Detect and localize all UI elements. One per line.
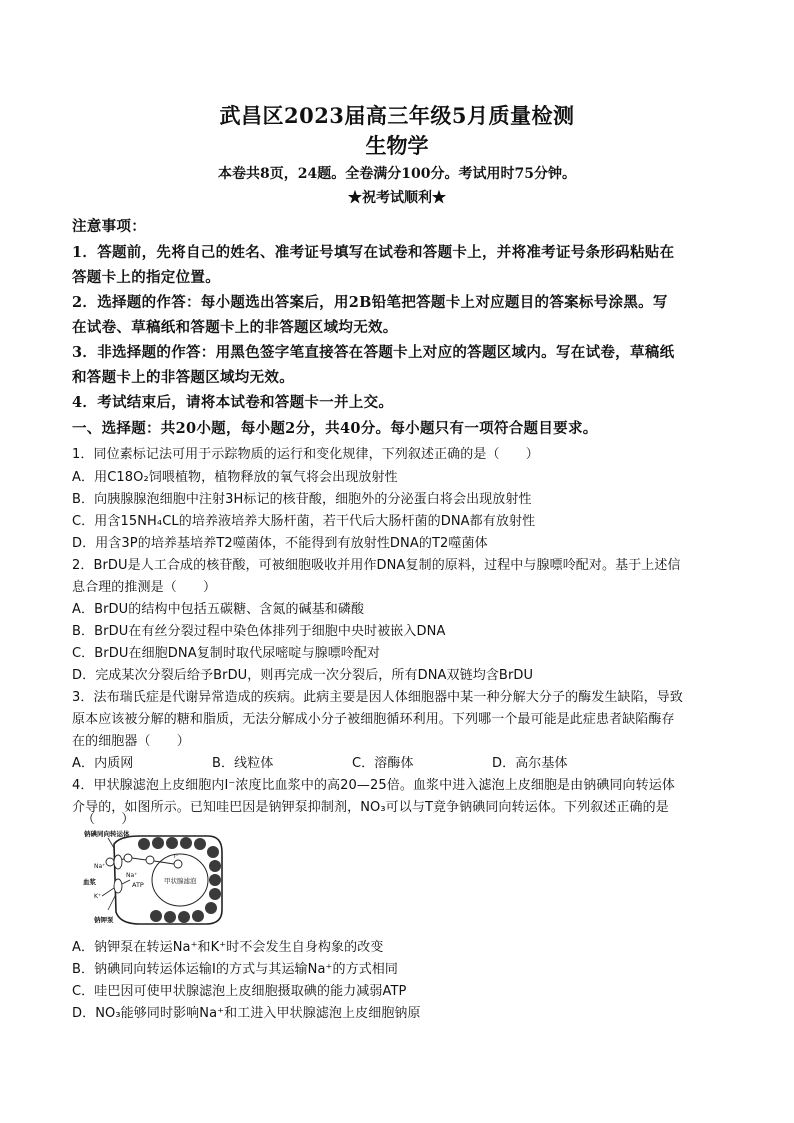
q4-option-d: D．NO₃能够同时影响Na⁺和工进入甲状腺滤泡上皮细胞钠原 [72,1006,421,1021]
exam-info: 本卷共8页，24题。全卷满分100分。考试用时75分钟。 [218,166,576,182]
q3-option-a: A．内质网 [72,756,134,771]
atp-label: ATP [132,881,144,889]
q1-option-c: C．用含15NH₄CL的培养液培养大肠杆菌，若干代后大肠杆菌的DNA都有放射性 [72,514,536,529]
q3-stem-cont: 在的细胞器（ ） [72,734,190,749]
section-heading: 一、选择题：共20小题，每小题2分，共40分。每小题只有一项符合题目要求。 [72,420,598,437]
k-label: K⁺ [94,893,102,900]
q4-stem: 4．甲状腺滤泡上皮细胞内I⁻浓度比血浆中的高20—25倍。血浆中进入滤泡上皮细胞是由钠碘同向转运体 [72,778,675,793]
exam-wish: ★祝考试顺利★ [348,190,446,206]
q3-options [72,752,732,771]
thyroid-cell-diagram [80,824,226,928]
symporter-shape [114,855,122,869]
thyroid-cell-svg [80,824,226,928]
q4-option-c: C．哇巴因可使甲状腺滤泡上皮细胞摄取碘的能力减弱ATP [72,984,407,999]
note-line: 2．选择题的作答：每小题选出答案后，用2B铅笔把答题卡上对应题目的答案标号涂黑。写 [72,294,668,311]
pump-shape [114,879,122,893]
q3-option-b: B．线粒体 [212,756,274,771]
q1-stem: 1．同位素标记法可用于示踪物质的运行和变化规律，下列叙述正确的是（ ） [72,447,539,462]
q4-option-a: A．钠钾泵在转运Na⁺和K⁺时不会发生自身构象的改变 [72,940,384,955]
note-line: 和答题卡上的非答题区域均无效。 [72,369,294,386]
q3-option-c: C．溶酶体 [352,756,414,771]
q4-stem-cont: （ ） [82,812,135,827]
q2-option-d: D．完成某次分裂后给予BrDU，则再完成一次分裂后，所有DNA双链均含BrDU [72,668,534,683]
q2-option-a: A．BrDU的结构中包括五碳糖、含氮的碱基和磷酸 [72,602,365,617]
q4-stem-cont: 介导的，如图所示。已知哇巴因是钠钾泵抑制剂，NO₃可以与T竟争钠碘同向转运体。下列叙述正确的是 [72,800,669,815]
na-label-right: Na⁺ [126,872,138,879]
q2-option-b: B．BrDU在有丝分裂过程中染色体排列于细胞中央时被嵌入DNA [72,624,446,639]
q3-stem: 3．法布瑞氏症是代谢异常造成的疾病。此病主要是因人体细胞器中某一种分解大分子的酶发生缺陷，导致 [72,690,683,705]
q3-option-d: D．高尔基体 [492,756,568,771]
exam-title: 武昌区2023届高三年级5月质量检测 [219,103,575,128]
symporter-label: 钠碘同向转运体 [84,830,130,838]
follicle-label: 甲状腺滤泡 [164,877,197,885]
note-line: 在试卷、草稿纸和答题卡上的非答题区域均无效。 [72,319,398,336]
note-line: 答题卡上的指定位置。 [72,269,220,286]
q2-stem: 2．BrDU是人工合成的核苷酸，可被细胞吸收并用作DNA复制的原料，过程中与腺嘌呤配对。基于上述信 [72,558,681,573]
notes-heading: 注意事项： [72,218,146,235]
note-line: 3．非选择题的作答：用黑色签字笔直接答在答题卡上对应的答题区域内。写在试卷，草稿纸 [72,344,675,361]
q2-stem-cont: 息合理的推测是（ ） [72,580,217,595]
q3-stem-cont: 原本应该被分解的糖和脂质，无法分解成小分子被细胞循环利用。下列哪一个最可能是此症患者缺陷酶存 [72,712,675,727]
plasma-label: 血浆 [83,878,96,886]
q4-option-b: B．钠碘同向转运体运输I的方式与其运输Na⁺的方式相同 [72,962,399,977]
q2-option-c: C．BrDU在细胞DNA复制时取代尿嘧啶与腺嘌呤配对 [72,646,381,661]
q1-option-a: A．用C18O₂饲喂植物，植物释放的氧气将会出现放射性 [72,470,398,485]
iodine-label: I⁻ [174,854,179,860]
subject-title: 生物学 [365,133,429,158]
q1-option-b: B．向胰腺腺泡细胞中注射3H标记的核苷酸，细胞外的分泌蛋白将会出现放射性 [72,492,532,507]
note-line: 4．考试结束后，请将本试卷和答题卡一并上交。 [72,394,394,411]
pump-label: 钠钾泵 [94,916,114,924]
na-label-left: Na⁺ [94,863,106,870]
q1-option-d: D．用含3P的培养基培养T2噬菌体，不能得到有放射性DNA的T2噬菌体 [72,536,488,551]
note-line: 1．答题前，先将自己的姓名、准考证号填写在试卷和答题卡上，并将准考证号条形码粘贴在 [72,244,675,261]
